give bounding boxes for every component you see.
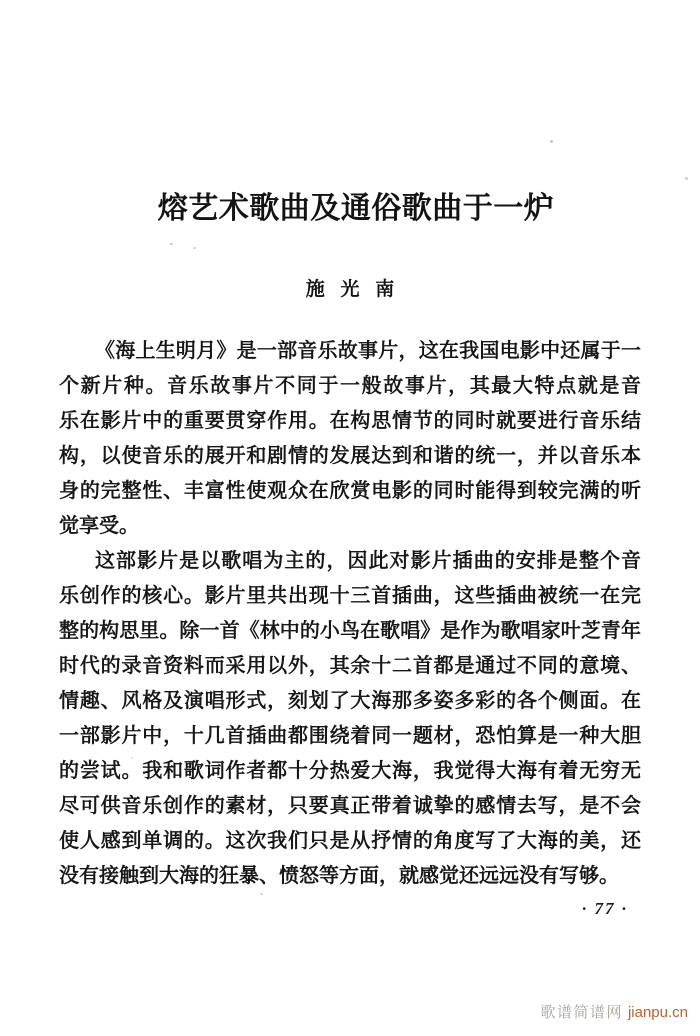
text-line: 使人感到单调的。这次我们只是从抒情的角度写了大海的美，还 xyxy=(59,830,641,852)
text-line: 时代的录音资料而采用以外，其余十二首都是通过不同的意境、 xyxy=(59,655,641,677)
article-author: 施 光 南 xyxy=(305,279,395,300)
scan-speck xyxy=(193,247,196,249)
scan-speck xyxy=(260,893,263,895)
scan-speck xyxy=(170,243,173,245)
text-line: 身的完整性、丰富性使观众在欣赏电影的同时能得到较完满的听 xyxy=(59,480,641,502)
text-line: 没有接触到大海的狂暴、愤怒等方面，就感觉还远远没有写够。 xyxy=(59,865,619,887)
text-line: 一部影片中，十几首插曲都围绕着同一题材，恐怕算是一种大胆 xyxy=(59,725,641,747)
scan-speck xyxy=(476,602,478,604)
text-line: 的尝试。我和歌词作者都十分热爱大海，我觉得大海有着无穷无 xyxy=(59,760,641,782)
article-title: 熔艺术歌曲及通俗歌曲于一炉 xyxy=(157,192,555,225)
text-line: 整的构思里。除一首《林中的小鸟在歌唱》是作为歌唱家叶芝青年 xyxy=(59,620,641,642)
text-line: 乐创作的核心。影片里共出现十三首插曲，这些插曲被统一在完 xyxy=(59,585,641,607)
text-line: 觉享受。 xyxy=(59,515,139,537)
text-line: 这部影片是以歌唱为主的，因此对影片插曲的安排是整个音 xyxy=(95,550,641,572)
scan-speck xyxy=(685,177,688,180)
text-line: 尽可供音乐创作的素材，只要真正带着诚挚的感情去写，是不会 xyxy=(59,795,641,817)
watermark xyxy=(540,1003,688,1023)
text-line: 《海上生明月》是一部音乐故事片，这在我国电影中还属于一 xyxy=(95,340,641,362)
watermark-site-name: 歌谱简谱网 xyxy=(540,1004,623,1021)
watermark-site-url: jianpu.cn xyxy=(627,1004,688,1021)
text-line: 构，以使音乐的展开和剧情的发展达到和谐的统一，并以音乐本 xyxy=(59,445,641,467)
article-body xyxy=(59,334,641,894)
text-line: 情趣、风格及演唱形式，刻划了大海那多姿多彩的各个侧面。在 xyxy=(59,690,641,712)
text-line: 乐在影片中的重要贯穿作用。在构思情节的同时就要进行音乐结 xyxy=(59,410,641,432)
text-line: 个新片种。音乐故事片不同于一般故事片，其最大特点就是音 xyxy=(59,375,641,397)
page-number: · 77 · xyxy=(582,899,628,918)
scan-speck xyxy=(131,757,133,759)
scan-speck xyxy=(550,140,553,143)
